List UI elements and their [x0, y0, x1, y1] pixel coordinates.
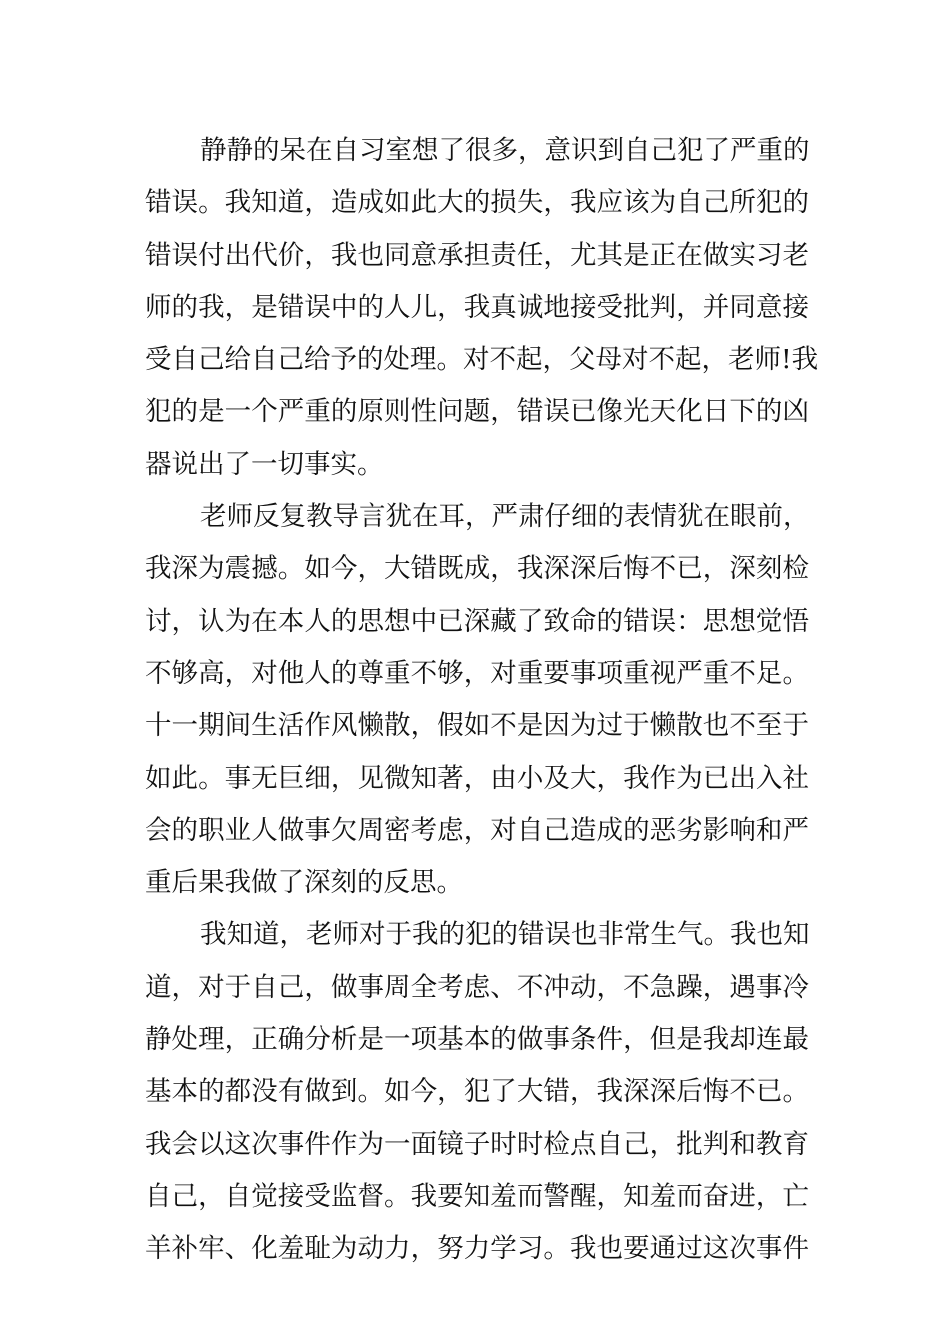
paragraph-line: 羊补牢、化羞耻为动力，努力学习。我也要通过这次事件 — [145, 1233, 809, 1265]
paragraph-line: 会的职业人做事欠周密考虑，对自己造成的恶劣影响和严 — [145, 814, 809, 846]
paragraph-line: 重后果我做了深刻的反思。 — [145, 867, 463, 899]
paragraph-line: 如此。事无巨细，见微知著，由小及大，我作为已出入社 — [145, 762, 809, 794]
paragraph-line: 受自己给自己给予的处理。对不起，父母对不起，老师!我 — [145, 344, 819, 376]
paragraph-line: 器说出了一切事实。 — [145, 448, 384, 480]
document-body — [145, 125, 819, 1276]
paragraph-line: 道，对于自己，做事周全考虑、不冲动，不急躁，遇事冷 — [145, 971, 809, 1003]
paragraph-line: 师的我，是错误中的人儿，我真诚地接受批判，并同意接 — [145, 291, 809, 323]
paragraph-line: 我知道，老师对于我的犯的错误也非常生气。我也知 — [200, 919, 810, 951]
paragraph-1 — [145, 125, 819, 491]
paragraph-line: 老师反复教导言犹在耳，严肃仔细的表情犹在眼前， — [200, 501, 810, 533]
paragraph-line: 基本的都没有做到。如今，犯了大错，我深深后悔不已。 — [145, 1076, 809, 1108]
paragraph-line: 静处理，正确分析是一项基本的做事条件，但是我却连最 — [145, 1024, 809, 1056]
paragraph-line: 不够高，对他人的尊重不够，对重要事项重视严重不足。 — [145, 657, 809, 689]
paragraph-3 — [145, 909, 809, 1275]
paragraph-line: 错误付出代价，我也同意承担责任，尤其是正在做实习老 — [145, 239, 809, 271]
paragraph-line: 我会以这次事件作为一面镜子时时检点自己，批判和教育 — [145, 1128, 809, 1160]
paragraph-line: 静静的呆在自习室想了很多，意识到自己犯了严重的 — [200, 135, 810, 166]
paragraph-line: 讨，认为在本人的思想中已深藏了致命的错误：思想觉悟 — [145, 605, 809, 637]
paragraph-line: 犯的是一个严重的原则性问题，错误已像光天化日下的凶 — [145, 396, 809, 428]
paragraph-2 — [145, 491, 809, 909]
paragraph-line: 我深为震撼。如今，大错既成，我深深后悔不已，深刻检 — [145, 553, 809, 585]
paragraph-line: 十一期间生活作风懒散，假如不是因为过于懒散也不至于 — [145, 710, 809, 742]
paragraph-line: 自己，自觉接受监督。我要知羞而警醒，知羞而奋进，亡 — [145, 1180, 809, 1212]
paragraph-line: 错误。我知道，造成如此大的损失，我应该为自己所犯的 — [145, 187, 809, 219]
